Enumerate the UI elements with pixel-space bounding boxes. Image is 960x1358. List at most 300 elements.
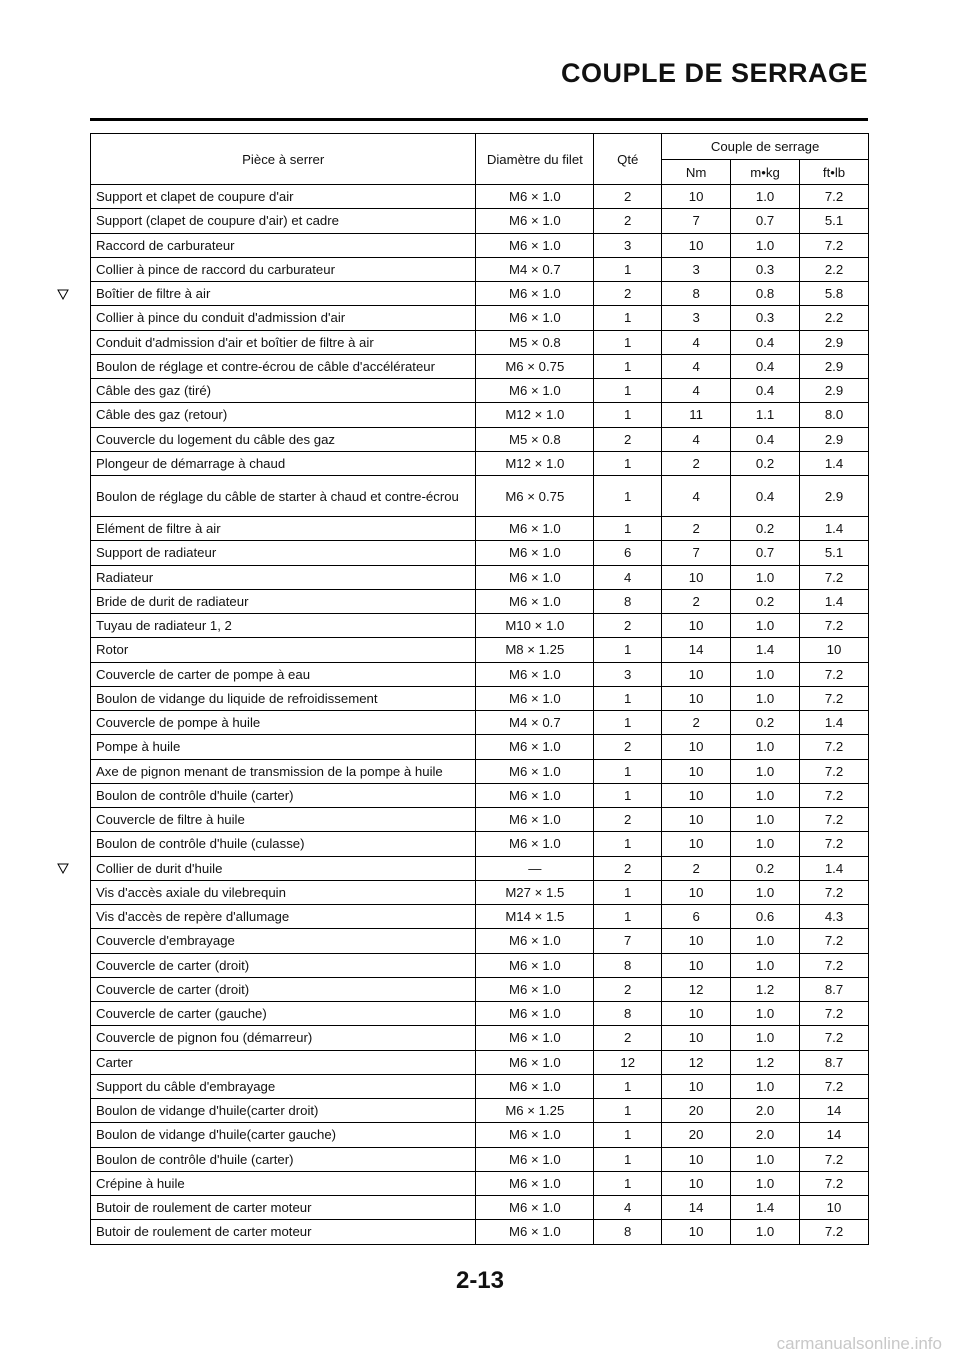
torque-ftlb-cell: 10 — [800, 638, 869, 662]
table-row — [91, 929, 869, 953]
qty-cell: 1 — [594, 1123, 662, 1147]
table-row — [91, 451, 869, 475]
table-row — [91, 403, 869, 427]
page-title: COUPLE DE SERRAGE — [560, 58, 868, 88]
torque-ftlb-cell: 7.2 — [800, 1220, 869, 1244]
torque-ftlb-cell: 7.2 — [800, 185, 869, 209]
part-name-cell: Support de radiateur — [91, 541, 476, 565]
part-name-cell: Rotor — [91, 638, 476, 662]
torque-mkg-cell: 1.0 — [731, 1074, 800, 1098]
torque-mkg-cell: 0.4 — [731, 379, 800, 403]
qty-cell: 1 — [594, 1171, 662, 1195]
thread-cell: M6 × 1.0 — [476, 233, 594, 257]
part-name-cell: Radiateur — [91, 565, 476, 589]
part-name-cell: Couvercle de pignon fou (démarreur) — [91, 1026, 476, 1050]
table-row — [91, 185, 869, 209]
qty-cell: 2 — [594, 209, 662, 233]
table-row — [91, 856, 869, 880]
torque-mkg-cell: 0.3 — [731, 257, 800, 281]
thread-cell: M6 × 1.0 — [476, 977, 594, 1001]
torque-ftlb-cell: 8.7 — [800, 1050, 869, 1074]
torque-ftlb-cell: 2.2 — [800, 306, 869, 330]
table-row — [91, 379, 869, 403]
thread-cell: M6 × 1.0 — [476, 1147, 594, 1171]
torque-nm-cell: 10 — [662, 1220, 731, 1244]
table-body — [91, 185, 869, 1245]
torque-mkg-cell: 1.0 — [731, 1002, 800, 1026]
torque-ftlb-cell: 7.2 — [800, 233, 869, 257]
torque-nm-cell: 2 — [662, 856, 731, 880]
qty-cell: 1 — [594, 686, 662, 710]
table-row — [91, 686, 869, 710]
qty-cell: 4 — [594, 565, 662, 589]
qty-cell: 1 — [594, 1147, 662, 1171]
torque-ftlb-cell: 7.2 — [800, 880, 869, 904]
torque-ftlb-cell: 7.2 — [800, 614, 869, 638]
torque-nm-cell: 4 — [662, 379, 731, 403]
qty-cell: 3 — [594, 662, 662, 686]
table-row — [91, 880, 869, 904]
torque-mkg-cell: 1.0 — [731, 1147, 800, 1171]
qty-cell: 1 — [594, 354, 662, 378]
qty-cell: 7 — [594, 929, 662, 953]
thread-cell: M12 × 1.0 — [476, 451, 594, 475]
qty-cell: 2 — [594, 185, 662, 209]
thread-cell: M6 × 1.0 — [476, 565, 594, 589]
part-name-cell: Couvercle du logement du câble des gaz — [91, 427, 476, 451]
torque-nm-cell: 10 — [662, 759, 731, 783]
torque-nm-cell: 4 — [662, 354, 731, 378]
torque-nm-cell: 10 — [662, 614, 731, 638]
qty-cell: 1 — [594, 1099, 662, 1123]
torque-nm-cell: 2 — [662, 451, 731, 475]
torque-mkg-cell: 1.2 — [731, 977, 800, 1001]
table-row — [91, 1147, 869, 1171]
torque-ftlb-cell: 7.2 — [800, 662, 869, 686]
part-name-cell: Boulon de contrôle d'huile (carter) — [91, 783, 476, 807]
torque-ftlb-cell: 7.2 — [800, 1026, 869, 1050]
table-row — [91, 662, 869, 686]
part-name-cell: Couvercle de carter (droit) — [91, 953, 476, 977]
part-name-cell: Boulon de vidange du liquide de refroidissement — [91, 686, 476, 710]
table-row — [91, 1220, 869, 1244]
table-row — [91, 1074, 869, 1098]
part-name-cell: Collier à pince de raccord du carburateur — [91, 257, 476, 281]
qty-cell: 12 — [594, 1050, 662, 1074]
thread-cell: M6 × 1.0 — [476, 1171, 594, 1195]
torque-mkg-cell: 1.0 — [731, 614, 800, 638]
thread-cell: M6 × 1.0 — [476, 589, 594, 613]
part-name-cell: Couvercle de pompe à huile — [91, 711, 476, 735]
part-name-cell: Boulon de vidange d'huile(carter droit) — [91, 1099, 476, 1123]
torque-ftlb-cell: 2.9 — [800, 427, 869, 451]
torque-nm-cell: 14 — [662, 638, 731, 662]
thread-cell: M6 × 1.0 — [476, 735, 594, 759]
table-row — [91, 953, 869, 977]
part-name-cell: Tuyau de radiateur 1, 2 — [91, 614, 476, 638]
torque-ftlb-cell: 1.4 — [800, 589, 869, 613]
thread-cell: M6 × 1.0 — [476, 929, 594, 953]
thread-cell: M6 × 1.0 — [476, 517, 594, 541]
part-name-cell: Câble des gaz (retour) — [91, 403, 476, 427]
part-name-cell: Collier de durit d'huile — [91, 856, 476, 880]
title-divider — [90, 118, 868, 121]
part-name-cell: Vis d'accès axiale du vilebrequin — [91, 880, 476, 904]
part-name-cell: Raccord de carburateur — [91, 233, 476, 257]
torque-mkg-cell: 1.0 — [731, 662, 800, 686]
torque-nm-cell: 10 — [662, 1002, 731, 1026]
torque-ftlb-cell: 7.2 — [800, 735, 869, 759]
part-name-cell: Couvercle de carter (gauche) — [91, 1002, 476, 1026]
thread-cell: M6 × 1.0 — [476, 379, 594, 403]
torque-nm-cell: 10 — [662, 185, 731, 209]
torque-mkg-cell: 1.0 — [731, 1026, 800, 1050]
torque-ftlb-cell: 2.9 — [800, 476, 869, 517]
qty-cell: 4 — [594, 1196, 662, 1220]
torque-mkg-cell: 1.4 — [731, 1196, 800, 1220]
table-row — [91, 1026, 869, 1050]
table-row — [91, 1050, 869, 1074]
table-row — [91, 427, 869, 451]
torque-mkg-cell: 1.2 — [731, 1050, 800, 1074]
torque-ftlb-cell: 1.4 — [800, 856, 869, 880]
qty-cell: 1 — [594, 783, 662, 807]
thread-cell: M6 × 1.0 — [476, 832, 594, 856]
torque-nm-cell: 10 — [662, 1026, 731, 1050]
torque-ftlb-cell: 2.9 — [800, 379, 869, 403]
torque-mkg-cell: 1.0 — [731, 953, 800, 977]
header-thread: Diamètre du filet — [476, 134, 594, 185]
qty-cell: 1 — [594, 880, 662, 904]
torque-ftlb-cell: 8.0 — [800, 403, 869, 427]
torque-nm-cell: 10 — [662, 686, 731, 710]
part-name-cell: Boîtier de filtre à air — [91, 282, 476, 306]
qty-cell: 1 — [594, 638, 662, 662]
qty-cell: 8 — [594, 1220, 662, 1244]
qty-cell: 1 — [594, 330, 662, 354]
qty-cell: 1 — [594, 257, 662, 281]
torque-ftlb-cell: 7.2 — [800, 565, 869, 589]
table-row — [91, 614, 869, 638]
qty-cell: 1 — [594, 403, 662, 427]
qty-cell: 1 — [594, 517, 662, 541]
torque-mkg-cell: 1.0 — [731, 880, 800, 904]
torque-mkg-cell: 0.2 — [731, 589, 800, 613]
part-name-cell: Butoir de roulement de carter moteur — [91, 1220, 476, 1244]
qty-cell: 8 — [594, 1002, 662, 1026]
torque-ftlb-cell: 7.2 — [800, 808, 869, 832]
qty-cell: 2 — [594, 856, 662, 880]
triangle-icon — [57, 288, 69, 300]
torque-nm-cell: 10 — [662, 929, 731, 953]
table-row — [91, 977, 869, 1001]
part-name-cell: Conduit d'admission d'air et boîtier de filtre à air — [91, 330, 476, 354]
table-row — [91, 282, 869, 306]
table-row — [91, 759, 869, 783]
torque-mkg-cell: 1.0 — [731, 233, 800, 257]
torque-mkg-cell: 0.6 — [731, 905, 800, 929]
torque-ftlb-cell: 2.9 — [800, 354, 869, 378]
table-row — [91, 257, 869, 281]
part-name-cell: Carter — [91, 1050, 476, 1074]
torque-nm-cell: 2 — [662, 589, 731, 613]
torque-nm-cell: 3 — [662, 257, 731, 281]
part-name-cell: Elément de filtre à air — [91, 517, 476, 541]
table-row — [91, 541, 869, 565]
part-name-cell: Plongeur de démarrage à chaud — [91, 451, 476, 475]
torque-mkg-cell: 0.2 — [731, 711, 800, 735]
thread-cell: M6 × 1.25 — [476, 1099, 594, 1123]
header-mkg: m•kg — [731, 160, 800, 185]
thread-cell: — — [476, 856, 594, 880]
qty-cell: 2 — [594, 977, 662, 1001]
torque-nm-cell: 10 — [662, 880, 731, 904]
torque-nm-cell: 7 — [662, 541, 731, 565]
torque-mkg-cell: 0.3 — [731, 306, 800, 330]
torque-mkg-cell: 1.0 — [731, 808, 800, 832]
part-name-cell: Crépine à huile — [91, 1171, 476, 1195]
table-row — [91, 233, 869, 257]
qty-cell: 1 — [594, 451, 662, 475]
torque-mkg-cell: 1.1 — [731, 403, 800, 427]
qty-cell: 6 — [594, 541, 662, 565]
torque-ftlb-cell: 8.7 — [800, 977, 869, 1001]
table-row — [91, 783, 869, 807]
torque-nm-cell: 6 — [662, 905, 731, 929]
part-name-cell: Câble des gaz (tiré) — [91, 379, 476, 403]
torque-ftlb-cell: 7.2 — [800, 929, 869, 953]
torque-mkg-cell: 0.2 — [731, 451, 800, 475]
table-row — [91, 711, 869, 735]
part-name-cell: Pompe à huile — [91, 735, 476, 759]
table-row — [91, 476, 869, 517]
torque-ftlb-cell: 5.1 — [800, 209, 869, 233]
thread-cell: M6 × 1.0 — [476, 686, 594, 710]
torque-ftlb-cell: 7.2 — [800, 1002, 869, 1026]
torque-nm-cell: 4 — [662, 427, 731, 451]
torque-mkg-cell: 1.0 — [731, 832, 800, 856]
torque-mkg-cell: 1.0 — [731, 783, 800, 807]
thread-cell: M6 × 1.0 — [476, 1196, 594, 1220]
part-name-cell: Boulon de réglage du câble de starter à chaud et contre-écrou — [91, 476, 476, 517]
torque-ftlb-cell: 5.1 — [800, 541, 869, 565]
torque-ftlb-cell: 2.2 — [800, 257, 869, 281]
qty-cell: 1 — [594, 759, 662, 783]
thread-cell: M5 × 0.8 — [476, 427, 594, 451]
part-name-cell: Boulon de vidange d'huile(carter gauche) — [91, 1123, 476, 1147]
torque-nm-cell: 14 — [662, 1196, 731, 1220]
torque-nm-cell: 10 — [662, 233, 731, 257]
torque-nm-cell: 2 — [662, 517, 731, 541]
qty-cell: 1 — [594, 476, 662, 517]
torque-mkg-cell: 1.0 — [731, 686, 800, 710]
part-name-cell: Boulon de contrôle d'huile (carter) — [91, 1147, 476, 1171]
torque-mkg-cell: 2.0 — [731, 1123, 800, 1147]
table-row — [91, 589, 869, 613]
torque-mkg-cell: 0.7 — [731, 541, 800, 565]
thread-cell: M6 × 1.0 — [476, 1002, 594, 1026]
torque-ftlb-cell: 14 — [800, 1099, 869, 1123]
table-row — [91, 354, 869, 378]
torque-mkg-cell: 1.4 — [731, 638, 800, 662]
header-ftlb: ft•lb — [800, 160, 869, 185]
table-row — [91, 517, 869, 541]
torque-table — [90, 133, 869, 1245]
qty-cell: 1 — [594, 1074, 662, 1098]
thread-cell: M6 × 1.0 — [476, 282, 594, 306]
torque-ftlb-cell: 7.2 — [800, 1171, 869, 1195]
thread-cell: M6 × 1.0 — [476, 1220, 594, 1244]
torque-mkg-cell: 1.0 — [731, 929, 800, 953]
torque-nm-cell: 10 — [662, 565, 731, 589]
torque-mkg-cell: 1.0 — [731, 1220, 800, 1244]
qty-cell: 2 — [594, 735, 662, 759]
part-name-cell: Support du câble d'embrayage — [91, 1074, 476, 1098]
torque-nm-cell: 10 — [662, 1074, 731, 1098]
torque-ftlb-cell: 10 — [800, 1196, 869, 1220]
qty-cell: 8 — [594, 953, 662, 977]
table-row — [91, 808, 869, 832]
header-part: Pièce à serrer — [91, 134, 476, 185]
thread-cell: M6 × 1.0 — [476, 953, 594, 977]
thread-cell: M4 × 0.7 — [476, 711, 594, 735]
thread-cell: M6 × 1.0 — [476, 662, 594, 686]
torque-nm-cell: 10 — [662, 1147, 731, 1171]
table-row — [91, 1002, 869, 1026]
table-row — [91, 735, 869, 759]
torque-nm-cell: 7 — [662, 209, 731, 233]
torque-ftlb-cell: 1.4 — [800, 451, 869, 475]
torque-ftlb-cell: 7.2 — [800, 686, 869, 710]
torque-ftlb-cell: 14 — [800, 1123, 869, 1147]
torque-nm-cell: 12 — [662, 1050, 731, 1074]
header-qty: Qté — [594, 134, 662, 185]
qty-cell: 1 — [594, 306, 662, 330]
qty-cell: 2 — [594, 808, 662, 832]
torque-ftlb-cell: 7.2 — [800, 832, 869, 856]
table-row — [91, 1171, 869, 1195]
table-row — [91, 1099, 869, 1123]
qty-cell: 1 — [594, 832, 662, 856]
table-row — [91, 905, 869, 929]
thread-cell: M6 × 1.0 — [476, 759, 594, 783]
torque-ftlb-cell: 7.2 — [800, 953, 869, 977]
part-name-cell: Butoir de roulement de carter moteur — [91, 1196, 476, 1220]
torque-ftlb-cell: 7.2 — [800, 1074, 869, 1098]
thread-cell: M6 × 1.0 — [476, 1074, 594, 1098]
torque-nm-cell: 10 — [662, 953, 731, 977]
part-name-cell: Support (clapet de coupure d'air) et cadre — [91, 209, 476, 233]
torque-nm-cell: 8 — [662, 282, 731, 306]
torque-mkg-cell: 2.0 — [731, 1099, 800, 1123]
thread-cell: M27 × 1.5 — [476, 880, 594, 904]
table-row — [91, 832, 869, 856]
torque-nm-cell: 3 — [662, 306, 731, 330]
qty-cell: 1 — [594, 711, 662, 735]
part-name-cell: Support et clapet de coupure d'air — [91, 185, 476, 209]
qty-cell: 1 — [594, 905, 662, 929]
thread-cell: M8 × 1.25 — [476, 638, 594, 662]
torque-mkg-cell: 0.8 — [731, 282, 800, 306]
torque-mkg-cell: 1.0 — [731, 759, 800, 783]
qty-cell: 2 — [594, 614, 662, 638]
torque-ftlb-cell: 5.8 — [800, 282, 869, 306]
table-row — [91, 330, 869, 354]
thread-cell: M10 × 1.0 — [476, 614, 594, 638]
torque-mkg-cell: 0.2 — [731, 517, 800, 541]
qty-cell: 8 — [594, 589, 662, 613]
torque-ftlb-cell: 1.4 — [800, 711, 869, 735]
part-name-cell: Boulon de contrôle d'huile (culasse) — [91, 832, 476, 856]
thread-cell: M6 × 1.0 — [476, 185, 594, 209]
part-name-cell: Collier à pince du conduit d'admission d'air — [91, 306, 476, 330]
qty-cell: 2 — [594, 1026, 662, 1050]
torque-nm-cell: 12 — [662, 977, 731, 1001]
triangle-icon — [57, 862, 69, 874]
table-row — [91, 638, 869, 662]
torque-nm-cell: 11 — [662, 403, 731, 427]
part-name-cell: Vis d'accès de repère d'allumage — [91, 905, 476, 929]
part-name-cell: Axe de pignon menant de transmission de la pompe à huile — [91, 759, 476, 783]
thread-cell: M6 × 1.0 — [476, 541, 594, 565]
part-name-cell: Couvercle de filtre à huile — [91, 808, 476, 832]
torque-mkg-cell: 0.7 — [731, 209, 800, 233]
table-row — [91, 306, 869, 330]
torque-mkg-cell: 1.0 — [731, 1171, 800, 1195]
thread-cell: M6 × 1.0 — [476, 1123, 594, 1147]
qty-cell: 3 — [594, 233, 662, 257]
thread-cell: M6 × 1.0 — [476, 209, 594, 233]
torque-ftlb-cell: 7.2 — [800, 783, 869, 807]
torque-mkg-cell: 0.2 — [731, 856, 800, 880]
torque-mkg-cell: 0.4 — [731, 354, 800, 378]
watermark: carmanualsonline.info — [776, 1334, 942, 1353]
torque-nm-cell: 10 — [662, 808, 731, 832]
thread-cell: M6 × 0.75 — [476, 476, 594, 517]
thread-cell: M6 × 0.75 — [476, 354, 594, 378]
qty-cell: 1 — [594, 379, 662, 403]
thread-cell: M12 × 1.0 — [476, 403, 594, 427]
torque-mkg-cell: 0.4 — [731, 427, 800, 451]
torque-ftlb-cell: 4.3 — [800, 905, 869, 929]
torque-nm-cell: 10 — [662, 783, 731, 807]
table-row — [91, 1123, 869, 1147]
thread-cell: M4 × 0.7 — [476, 257, 594, 281]
page-number: 2-13 — [455, 1267, 505, 1294]
torque-ftlb-cell: 2.9 — [800, 330, 869, 354]
torque-ftlb-cell: 7.2 — [800, 1147, 869, 1171]
thread-cell: M6 × 1.0 — [476, 783, 594, 807]
table-row — [91, 1196, 869, 1220]
torque-nm-cell: 4 — [662, 476, 731, 517]
qty-cell: 2 — [594, 282, 662, 306]
torque-nm-cell: 10 — [662, 662, 731, 686]
qty-cell: 2 — [594, 427, 662, 451]
thread-cell: M5 × 0.8 — [476, 330, 594, 354]
torque-mkg-cell: 1.0 — [731, 735, 800, 759]
torque-nm-cell: 10 — [662, 832, 731, 856]
torque-nm-cell: 20 — [662, 1099, 731, 1123]
part-name-cell: Bride de durit de radiateur — [91, 589, 476, 613]
torque-ftlb-cell: 7.2 — [800, 759, 869, 783]
table-row — [91, 209, 869, 233]
torque-mkg-cell: 0.4 — [731, 476, 800, 517]
torque-mkg-cell: 0.4 — [731, 330, 800, 354]
torque-mkg-cell: 1.0 — [731, 185, 800, 209]
torque-nm-cell: 2 — [662, 711, 731, 735]
table-row — [91, 565, 869, 589]
part-name-cell: Boulon de réglage et contre-écrou de câble d'accélérateur — [91, 354, 476, 378]
